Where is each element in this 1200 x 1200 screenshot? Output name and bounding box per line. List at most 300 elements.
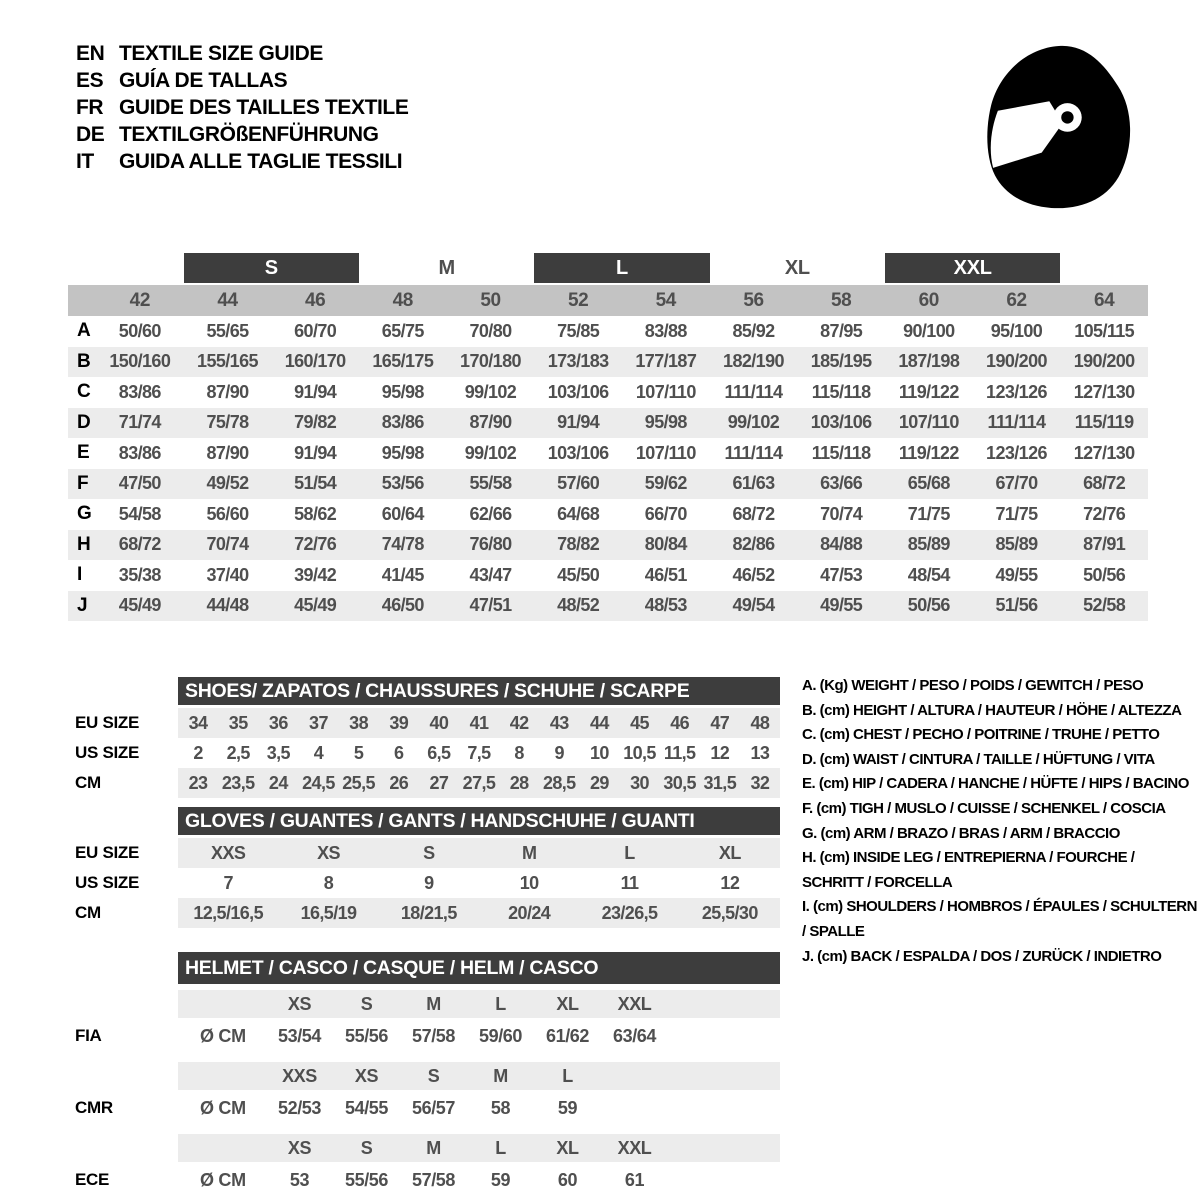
size-cell: 71/75 — [995, 503, 1038, 524]
size-cell: 160/170 — [284, 351, 346, 372]
numeric-size-header: 56 — [743, 289, 764, 311]
size-cell: 75/85 — [557, 320, 600, 341]
size-cell: 150/160 — [109, 351, 171, 372]
size-cell: 68/72 — [1083, 473, 1126, 494]
measurement-row-d — [68, 408, 1148, 439]
size-cell: 45/49 — [118, 595, 161, 616]
unit-label: Ø CM — [200, 1025, 246, 1046]
size-cell: 49/55 — [995, 564, 1038, 585]
gloves-rows — [68, 838, 780, 928]
size-cell: 48/54 — [907, 564, 950, 585]
measurement-row-g — [68, 499, 1148, 530]
strip-table-row — [68, 898, 780, 928]
size-cell: 119/122 — [898, 381, 959, 402]
legend-entry: I. (cm) SHOULDERS / HOMBROS / ÉPAULES / SCHULTERN / SPALLE — [802, 898, 1197, 940]
strip-table-row — [68, 868, 780, 898]
size-cell: 34 — [188, 712, 208, 733]
size-cell: 12 — [720, 872, 740, 893]
size-cell: 35 — [228, 712, 248, 733]
language-row — [76, 121, 408, 148]
helmet-sizes — [178, 1062, 780, 1090]
size-cell: 40 — [429, 712, 449, 733]
row-label: E — [77, 442, 90, 464]
size-group-xxl: XXL — [885, 253, 1060, 283]
size-cell: 68/72 — [732, 503, 775, 524]
size-cell: 11,5 — [663, 742, 696, 763]
size-cell: 59/60 — [478, 1025, 523, 1046]
strip-table-row — [68, 838, 780, 868]
language-code: FR — [76, 96, 104, 119]
size-cell: 8 — [323, 872, 334, 893]
measurement-row-c — [68, 377, 1148, 408]
helmet-size-label: M — [493, 1065, 508, 1086]
language-list — [76, 40, 408, 175]
size-cell: M — [521, 842, 537, 863]
language-code: DE — [76, 123, 105, 146]
legend-entry: D. (cm) WAIST / CINTURA / TAILLE / HÜFTUNG / VITA — [802, 750, 1155, 768]
size-cell: 44/48 — [206, 595, 249, 616]
size-cell: 95/98 — [381, 381, 424, 402]
size-cell: 71/74 — [118, 412, 161, 433]
legend-entry: E. (cm) HIP / CADERA / HANCHE / HÜFTE / HIPS / BACINO — [802, 775, 1189, 793]
size-cell: 87/90 — [469, 412, 512, 433]
size-cell: 23,5 — [221, 772, 255, 793]
helmet-values — [178, 1090, 780, 1126]
size-group-xl: XL — [784, 256, 810, 279]
size-cell: 190/200 — [1073, 351, 1135, 372]
helmet-size-label: L — [495, 993, 506, 1014]
standard-label-ece: ECE — [75, 1170, 110, 1189]
helmet-size-label: XS — [354, 1065, 379, 1086]
size-cell: 36 — [268, 712, 288, 733]
legend-entry: C. (cm) CHEST / PECHO / POITRINE / TRUHE / PETTO — [802, 726, 1160, 744]
size-cell: 55/56 — [344, 1025, 389, 1046]
size-cell: XL — [718, 842, 741, 863]
size-cell: 38 — [349, 712, 368, 733]
size-cell: 58/62 — [294, 503, 337, 524]
size-cell: 85/92 — [732, 320, 775, 341]
helmet-size-label: XS — [287, 1137, 312, 1158]
size-cell: 72/76 — [1083, 503, 1126, 524]
size-cell: 55/65 — [206, 320, 249, 341]
size-cell: 67/70 — [995, 473, 1038, 494]
size-cell: 103/106 — [547, 442, 609, 463]
size-cell: 107/110 — [635, 442, 696, 463]
size-cell: 66/70 — [644, 503, 687, 524]
helmet-size-header-row — [68, 1134, 780, 1162]
row-label: D — [77, 411, 91, 433]
size-cell: 2 — [193, 742, 203, 763]
size-cell: 111/114 — [987, 412, 1046, 433]
measurement-row-a — [68, 316, 1148, 347]
size-cell: 45/50 — [557, 564, 600, 585]
size-cell: 57/58 — [411, 1025, 456, 1046]
size-cell: 10,5 — [623, 742, 656, 763]
numeric-size-header: 60 — [918, 289, 939, 311]
language-row — [76, 67, 408, 94]
size-cell: 58 — [490, 1097, 511, 1118]
size-cell: 65/75 — [381, 320, 424, 341]
size-cell: 115/119 — [1074, 412, 1134, 433]
size-cell: 63/64 — [612, 1025, 657, 1046]
legend-entry: G. (cm) ARM / BRAZO / BRAS / ARM / BRACCIO — [802, 824, 1120, 842]
size-cell: 65/68 — [907, 473, 950, 494]
gloves-title-row — [68, 807, 780, 835]
size-group-s: S — [184, 253, 359, 283]
size-cell: 127/130 — [1073, 442, 1135, 463]
size-cell: 37/40 — [206, 564, 249, 585]
size-cell: S — [423, 842, 435, 863]
size-cell: XS — [317, 842, 340, 863]
size-cell: 103/106 — [547, 381, 609, 402]
unit-label: Ø CM — [200, 1169, 246, 1190]
helmet-value-row — [68, 1018, 780, 1054]
size-cell: 8 — [514, 742, 524, 763]
size-cell: 83/86 — [118, 442, 161, 463]
size-cell: 60 — [557, 1169, 578, 1190]
size-cell: 83/86 — [381, 412, 424, 433]
size-cell: 78/82 — [557, 534, 600, 555]
size-cell: 27,5 — [462, 772, 496, 793]
size-cell: 45/49 — [294, 595, 337, 616]
size-cell: 28 — [509, 772, 529, 793]
size-cell: 10 — [589, 742, 609, 763]
language-row — [76, 94, 408, 121]
size-cell: 3,5 — [266, 742, 290, 763]
helmet-size-label: XS — [287, 993, 312, 1014]
size-cell: 99/102 — [464, 442, 517, 463]
size-cell: 190/200 — [986, 351, 1047, 372]
helmet-value-row — [68, 1090, 780, 1126]
size-cell: 95/98 — [381, 442, 424, 463]
size-cell: 31,5 — [703, 772, 737, 793]
helmet-values — [178, 1018, 780, 1054]
size-cell: 99/102 — [727, 412, 780, 433]
numeric-size-header: 58 — [830, 289, 852, 311]
size-cell: 79/82 — [294, 412, 337, 433]
size-cell: 187/198 — [898, 351, 960, 372]
size-cell: 111/114 — [724, 381, 783, 402]
row-label: I — [77, 564, 83, 586]
language-title: TEXTILGRÖßENFÜHRUNG — [119, 123, 379, 146]
size-cell: 70/74 — [820, 503, 863, 524]
size-cell: 48/52 — [557, 595, 600, 616]
helmet-size-label: L — [495, 1137, 506, 1158]
numeric-size-header: 50 — [480, 289, 501, 311]
size-cell: 70/74 — [206, 534, 249, 555]
measurement-row-i — [68, 560, 1148, 591]
measurement-legend — [802, 674, 1198, 969]
row-label: EU SIZE — [75, 713, 140, 732]
size-cell: 57/60 — [557, 473, 600, 494]
language-title: TEXTILE SIZE GUIDE — [119, 42, 323, 65]
size-cell: 182/190 — [723, 351, 784, 372]
size-cell: 50/60 — [118, 320, 161, 341]
size-cell: 56/57 — [411, 1097, 456, 1118]
size-cell: 50/56 — [1083, 564, 1126, 585]
size-cell: 59/62 — [644, 473, 687, 494]
helmet-size-label: XXL — [617, 1137, 652, 1158]
size-cell: 30,5 — [663, 772, 696, 793]
size-cell: 61 — [624, 1169, 645, 1190]
standard-label-cmr: CMR — [75, 1098, 113, 1117]
size-cell: 32 — [750, 772, 770, 793]
shoes-table — [68, 677, 780, 798]
row-label: CM — [75, 903, 101, 922]
size-cell: 18/21,5 — [400, 902, 457, 923]
size-cell: 46/52 — [732, 564, 775, 585]
size-cell: 107/110 — [898, 412, 959, 433]
size-cell: 49/55 — [820, 595, 863, 616]
size-cell: 7,5 — [467, 742, 491, 763]
size-cell: 61/63 — [732, 473, 775, 494]
size-cell: 177/187 — [635, 351, 697, 372]
helmet-table — [68, 952, 780, 1198]
size-cell: 53/54 — [277, 1025, 322, 1046]
size-cell: 71/75 — [907, 503, 950, 524]
language-code: IT — [76, 150, 94, 173]
measurement-rows — [68, 316, 1148, 621]
helmet-size-label: XXS — [282, 1065, 317, 1086]
helmet-size-header-row — [68, 990, 780, 1018]
size-cell: 91/94 — [557, 412, 600, 433]
size-cell: 49/54 — [732, 595, 775, 616]
size-cell: 43/47 — [469, 564, 512, 585]
size-cell: 30 — [630, 772, 649, 793]
size-cell: 26 — [389, 772, 409, 793]
size-cell: 42 — [509, 712, 529, 733]
helmet-sizes — [178, 1134, 780, 1162]
strip-values — [178, 708, 780, 738]
strip-table-row — [68, 768, 780, 798]
size-cell: 107/110 — [635, 381, 696, 402]
size-cell: 25,5/30 — [701, 902, 758, 923]
helmet-value-row — [68, 1162, 780, 1198]
size-cell: 87/95 — [820, 320, 863, 341]
row-label: C — [77, 381, 91, 403]
size-cell: 39 — [389, 712, 409, 733]
row-label: G — [77, 503, 92, 525]
gutter — [68, 990, 178, 1018]
size-cell: 29 — [589, 772, 609, 793]
size-cell: 54/58 — [118, 503, 161, 524]
size-cell: 87/90 — [206, 381, 249, 402]
size-cell: 72/76 — [294, 534, 337, 555]
helmet-icon — [975, 40, 1137, 212]
size-cell: 83/88 — [644, 320, 687, 341]
size-cell: 37 — [309, 712, 328, 733]
size-cell: 47 — [710, 712, 730, 733]
language-title: GUIDE DES TAILLES TEXTILE — [119, 96, 409, 119]
gutter — [68, 807, 178, 835]
measurement-row-h — [68, 530, 1148, 561]
size-cell: 27 — [429, 772, 449, 793]
size-cell: 7 — [223, 872, 233, 893]
size-cell: 25,5 — [342, 772, 375, 793]
row-label: B — [77, 350, 91, 372]
size-cell: 6 — [394, 742, 404, 763]
legend-entry: F. (cm) TIGH / MUSLO / CUISSE / SCHENKEL / COSCIA — [802, 799, 1166, 817]
strip-values — [178, 868, 780, 898]
row-label: US SIZE — [75, 743, 140, 762]
measurement-row-e — [68, 438, 1148, 469]
size-cell: 16,5/19 — [300, 902, 357, 923]
helmet-size-label: S — [360, 993, 373, 1014]
size-cell: 41 — [469, 712, 489, 733]
size-cell: 80/84 — [644, 534, 687, 555]
size-cell: 56/60 — [206, 503, 249, 524]
helmet-size-label: XXL — [617, 993, 652, 1014]
row-label: A — [77, 320, 91, 342]
gutter — [68, 1134, 178, 1162]
size-cell: 11 — [620, 872, 639, 893]
size-cell: 54/55 — [344, 1097, 389, 1118]
shoes-title: SHOES/ ZAPATOS / CHAUSSURES / SCHUHE / SCARPE — [178, 677, 780, 705]
size-cell: 23 — [188, 772, 208, 793]
gutter — [68, 677, 178, 705]
helmet-standard-rows — [68, 990, 780, 1198]
row-label: CM — [75, 773, 101, 792]
size-cell: 90/100 — [903, 320, 955, 341]
size-cell: 9 — [424, 872, 434, 893]
strip-values — [178, 738, 780, 768]
size-cell: 49/52 — [206, 473, 249, 494]
numeric-size-header: 48 — [392, 289, 413, 311]
size-cell: 95/98 — [644, 412, 687, 433]
size-cell: 59 — [490, 1169, 511, 1190]
size-cell: 44 — [589, 712, 609, 733]
strip-values — [178, 768, 780, 798]
gloves-title: GLOVES / GUANTES / GANTS / HANDSCHUHE / GUANTI — [178, 807, 780, 835]
size-cell: 53/56 — [381, 473, 424, 494]
size-cell: 39/42 — [294, 564, 337, 585]
legend-entry: J. (cm) BACK / ESPALDA / DOS / ZURÜCK / INDIETRO — [802, 947, 1162, 965]
size-cell: 76/80 — [469, 534, 512, 555]
helmet-size-header-row — [68, 1062, 780, 1090]
size-cell: 70/80 — [469, 320, 512, 341]
size-cell: 48/53 — [644, 595, 687, 616]
size-cell: 52/58 — [1083, 595, 1126, 616]
size-cell: 9 — [554, 742, 564, 763]
unit-label: Ø CM — [200, 1097, 246, 1118]
size-cell: 53 — [289, 1169, 310, 1190]
size-cell: 103/106 — [810, 412, 872, 433]
size-cell: 91/94 — [294, 442, 337, 463]
size-cell: 12,5/16,5 — [193, 902, 263, 923]
size-cell: 2,5 — [226, 742, 250, 763]
numeric-size-header: 44 — [217, 289, 238, 311]
size-cell: 28,5 — [542, 772, 576, 793]
size-cell: 95/100 — [990, 320, 1043, 341]
size-cell: 48 — [750, 712, 770, 733]
size-cell: 23/26,5 — [601, 902, 658, 923]
size-cell: 155/165 — [197, 351, 258, 372]
size-group-header-row — [68, 253, 1148, 283]
size-cell: 84/88 — [820, 534, 863, 555]
size-cell: 46/51 — [644, 564, 687, 585]
strip-values — [178, 838, 780, 868]
gutter — [68, 1062, 178, 1090]
size-cell: XXS — [211, 842, 246, 863]
size-cell: 13 — [750, 742, 770, 763]
size-cell: 51/54 — [294, 473, 337, 494]
language-row — [76, 148, 408, 175]
legend-entry: A. (Kg) WEIGHT / PESO / POIDS / GEWITCH / PESO — [802, 677, 1144, 694]
size-cell: 173/183 — [547, 351, 609, 372]
row-label: H — [77, 533, 91, 555]
row-label: EU SIZE — [75, 843, 140, 862]
size-cell: 24,5 — [302, 772, 335, 793]
size-cell: 127/130 — [1073, 381, 1135, 402]
helmet-size-label: XL — [556, 993, 579, 1014]
language-code: EN — [76, 42, 105, 65]
numeric-size-header: 42 — [129, 289, 150, 311]
size-cell: 119/122 — [898, 442, 959, 463]
helmet-size-label: S — [427, 1065, 440, 1086]
size-cell: 10 — [519, 872, 539, 893]
shoes-rows — [68, 708, 780, 798]
size-cell: 185/195 — [810, 351, 872, 372]
gutter — [68, 952, 178, 987]
size-cell: 47/53 — [820, 564, 863, 585]
size-cell: 60/64 — [381, 503, 424, 524]
size-cell: 46 — [670, 712, 690, 733]
helmet-title: HELMET / CASCO / CASQUE / HELM / CASCO — [178, 952, 780, 984]
size-cell: 24 — [268, 772, 288, 793]
size-cell: 47/50 — [118, 473, 161, 494]
helmet-size-label: XL — [556, 1137, 579, 1158]
standard-label-fia: FIA — [75, 1026, 102, 1045]
size-cell: 123/126 — [986, 442, 1047, 463]
size-cell: 4 — [313, 742, 324, 763]
size-cell: 41/45 — [381, 564, 424, 585]
language-title: GUÍA DE TALLAS — [119, 69, 288, 92]
helmet-title-row — [68, 952, 780, 987]
row-label: F — [77, 472, 89, 494]
size-cell: 64/68 — [557, 503, 600, 524]
size-cell: 20/24 — [508, 902, 551, 923]
helmet-size-label: S — [360, 1137, 373, 1158]
helmet-values — [178, 1162, 780, 1198]
numeric-size-header: 52 — [567, 289, 589, 311]
size-group-m: M — [438, 256, 455, 279]
numeric-size-header: 64 — [1093, 289, 1115, 311]
shoes-title-row — [68, 677, 780, 705]
size-cell: 170/180 — [460, 351, 521, 372]
size-cell: 63/66 — [820, 473, 863, 494]
language-code: ES — [76, 69, 104, 92]
size-cell: 75/78 — [206, 412, 249, 433]
size-cell: 123/126 — [986, 381, 1047, 402]
numeric-size-header-row — [68, 285, 1148, 316]
size-cell: 99/102 — [464, 381, 517, 402]
size-cell: 46/50 — [381, 595, 424, 616]
helmet-size-label: M — [426, 1137, 441, 1158]
size-cell: 61/62 — [545, 1025, 590, 1046]
main-size-table — [68, 253, 1148, 621]
size-cell: 62/66 — [469, 503, 512, 524]
helmet-size-label: M — [426, 993, 441, 1014]
legend-entry: B. (cm) HEIGHT / ALTURA / HAUTEUR / HÖHE / ALTEZZA — [802, 701, 1182, 719]
size-cell: 85/89 — [995, 534, 1038, 555]
size-cell: L — [624, 842, 635, 863]
size-cell: 87/91 — [1083, 534, 1126, 555]
measurement-row-f — [68, 469, 1148, 500]
size-cell: 68/72 — [118, 534, 161, 555]
size-cell: 55/56 — [344, 1169, 389, 1190]
language-row — [76, 40, 408, 67]
size-cell: 55/58 — [469, 473, 512, 494]
